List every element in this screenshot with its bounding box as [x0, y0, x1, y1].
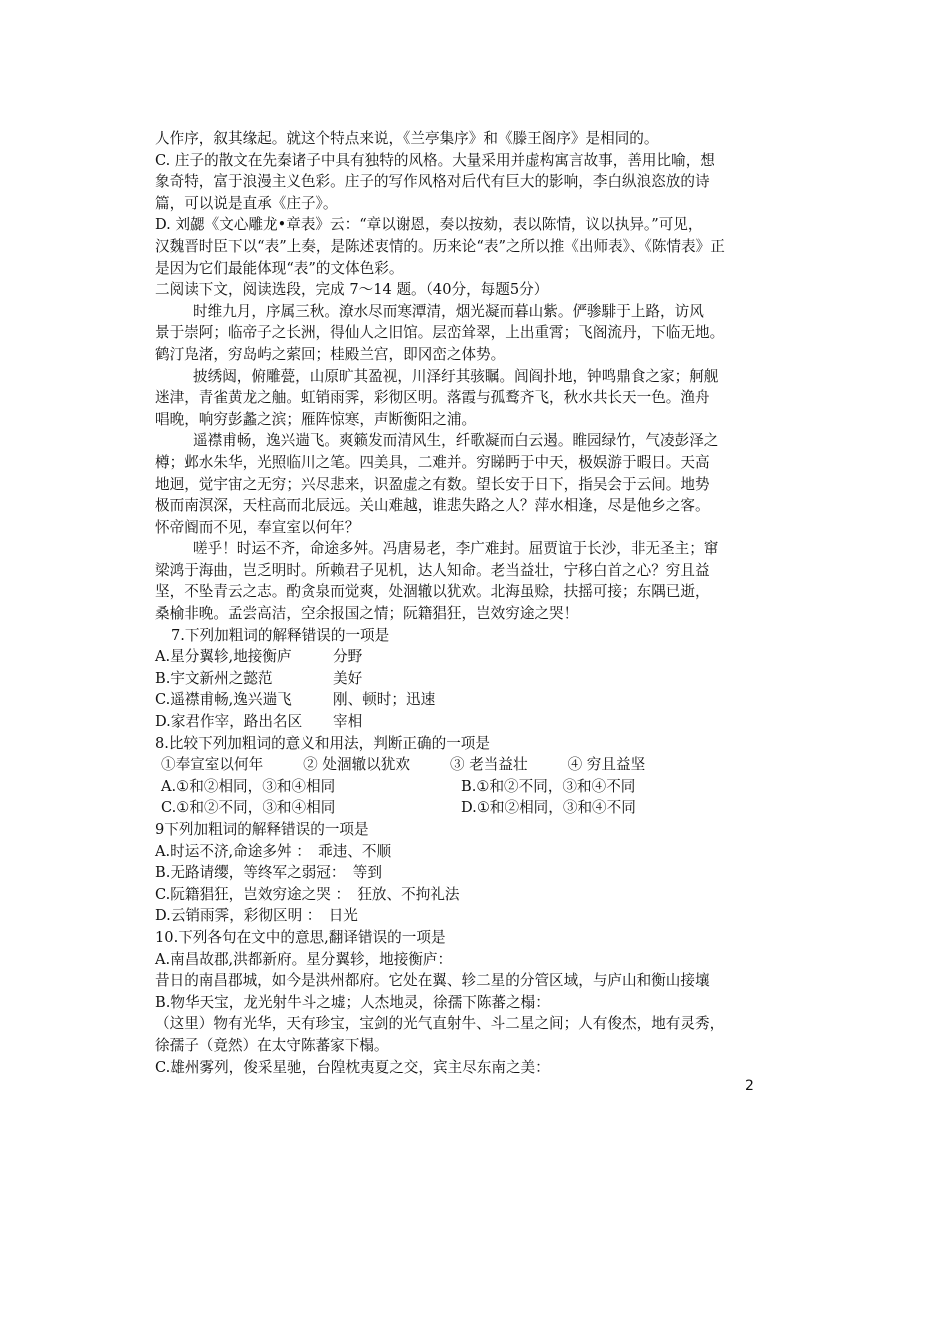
text-line: 昔日的南昌郡城，如今是洪州都府。它处在翼、轸二星的分管区域，与庐山和衡山接壤: [155, 972, 710, 990]
passage-paragraph-2: [155, 366, 795, 431]
text-line: 徐孺子（竟然）在太守陈蕃家下榻。: [155, 1036, 389, 1054]
exam-page: [155, 128, 795, 1078]
text-line: 嗟乎！时运不齐，命途多舛。冯唐易老，李广难封。屈贾谊于长沙，非无圣主；窜: [193, 540, 719, 558]
text-line: 地迥，觉宇宙之无穷；兴尽悲来，识盈虚之有数。望长安于日下，指吴会于云间。地势: [155, 475, 710, 493]
text-line: 象奇特，富于浪漫主义色彩。庄子的写作风格对后代有巨大的影响，李白纵浪恣放的诗: [155, 173, 710, 191]
option-a: [155, 646, 795, 668]
text-line: 梁鸿于海曲，岂乏明时。所赖君子见机，达人知命。老当益壮，宁移白首之心？穷且益: [155, 561, 710, 579]
option-text: D.家君作宰，路出名区: [155, 713, 303, 731]
options-row-2: [155, 797, 795, 819]
option-a: A.①和②相同，③和④相同: [161, 777, 336, 795]
passage-paragraph-4: [155, 538, 795, 624]
question-10: [155, 927, 795, 1078]
item-2: ② 处涸辙以犹欢: [303, 756, 410, 774]
compare-items: [155, 754, 795, 776]
option-text: A.星分翼轸,地接衡庐: [155, 648, 292, 666]
text-line: A.南昌故郡,洪都新府。星分翼轸，地接衡庐：: [155, 950, 453, 968]
text-line: C.雄州雾列，俊采星驰，台隍枕夷夏之交，宾主尽东南之美：: [155, 1058, 550, 1076]
text-line: C. 庄子的散文在先秦诸子中具有独特的风格。大量采用并虚构寓言故事，善用比喻，想: [155, 151, 715, 169]
text-line: 迷津，青雀黄龙之舳。虹销雨霁，彩彻区明。落霞与孤鹜齐飞，秋水共长天一色。渔舟: [155, 389, 710, 407]
option-d: [155, 711, 795, 733]
text-line: 坚，不坠青云之志。酌贪泉而觉爽，处涸辙以犹欢。北海虽赊，扶摇可接；东隅已逝，: [155, 583, 710, 601]
text-line: 人作序，叙其缘起。就这个特点来说，《兰亭集序》和《滕王阁序》是相同的。: [155, 130, 659, 147]
text-line: 樽；邺水朱华，光照临川之笔。四美具，二难并。穷睇眄于中天，极娱游于暇日。天高: [155, 453, 710, 471]
option-b: B.无路请缨，等终军之弱冠： 等到: [155, 864, 382, 882]
options-row-1: [155, 776, 795, 798]
option-answer: 分野: [333, 648, 363, 666]
option-answer: 宰相: [333, 713, 363, 731]
text-line: D. 刘勰《文心雕龙•章表》云：“章以谢恩，奏以按劾，表以陈情，议以执异。”可见，: [155, 216, 703, 234]
text-line: 景于崇阿；临帝子之长洲，得仙人之旧馆。层峦耸翠，上出重霄；飞阁流丹，下临无地。: [155, 324, 725, 342]
question-9: [155, 819, 795, 927]
option-a: A.时运不济,命途多舛 ： 乖违、不顺: [155, 842, 392, 860]
item-1: ①奉宣室以何年: [161, 756, 264, 774]
option-text: C.遥襟甫畅,逸兴遄飞: [155, 691, 292, 709]
option-c: C.①和②不同，③和④相同: [161, 799, 336, 817]
option-b: B.①和②不同，③和④不同: [461, 777, 636, 795]
passage-paragraph-3: [155, 430, 795, 538]
text-line: 时维九月，序属三秋。潦水尽而寒潭清，烟光凝而暮山紫。俨骖騑于上路，访风: [193, 302, 704, 320]
text-line: 鹤汀凫渚，穷岛屿之萦回；桂殿兰宫，即冈峦之体势。: [155, 345, 506, 363]
option-answer: 美好: [333, 669, 363, 687]
question-8: [155, 733, 795, 819]
text-line: 极而南溟深，天柱高而北辰远。关山难越，谁悲失路之人？萍水相逢，尽是他乡之客。: [155, 497, 710, 515]
text-line: 遥襟甫畅，逸兴遄飞。爽籁发而清风生，纤歌凝而白云遏。睢园绿竹，气凌彭泽之: [193, 432, 719, 450]
option-answer: 刚、顿时；迅速: [333, 691, 436, 709]
text-line: B.物华天宝，龙光射牛斗之墟；人杰地灵，徐孺下陈蕃之榻：: [155, 993, 550, 1011]
text-line: 是因为它们最能体现“表”的文体色彩。: [155, 259, 404, 277]
option-c: C.阮籍猖狂，岂效穷途之哭 ： 狂放、不拘礼法: [155, 885, 460, 903]
option-d: D.①和②相同，③和④不同: [461, 799, 636, 817]
text-line: 怀帝阍而不见，奉宣室以何年？: [155, 518, 360, 536]
passage-paragraph-1: [155, 301, 795, 366]
option-text: B.宇文新州之懿范: [155, 669, 273, 687]
question-stem: 7.下列加粗词的解释错误的一项是: [171, 626, 390, 644]
text-line: 披绣闼，俯雕甍，山原旷其盈视，川泽纡其骇瞩。闾阎扑地，钟鸣鼎食之家；舸舰: [193, 367, 719, 385]
text-line: 汉魏晋时臣下以“表”上奏，是陈述衷情的。历来论“表”之所以推《出师表》、《陈情表》正: [155, 237, 725, 255]
item-3: ③ 老当益壮: [449, 756, 528, 774]
question-stem: 8.比较下列加粗词的意义和用法，判断正确的一项是: [155, 734, 490, 752]
text-line: 桑榆非晚。孟尝高洁，空余报国之情；阮籍猖狂，岂效穷途之哭！: [155, 605, 579, 623]
text-line: 篇，可以说是直承《庄子》。: [155, 194, 338, 212]
option-c: [155, 689, 795, 711]
text-line: （这里）物有光华，天有珍宝，宝剑的光气直射牛、斗二星之间；人有俊杰，地有灵秀，: [155, 1015, 725, 1033]
option-b: [155, 668, 795, 690]
question-7: [155, 625, 795, 733]
question-stem: 9下列加粗词的解释错误的一项是: [155, 821, 369, 838]
option-d: D.云销雨霁，彩彻区明 ： 日光: [155, 907, 358, 925]
question-stem: 10.下列各句在文中的意思,翻译错误的一项是: [155, 928, 446, 946]
item-4: ④ 穷且益坚: [567, 756, 646, 774]
section-heading: 二阅读下文，阅读选段，完成 7～14 题。（40分，每题5分）: [155, 281, 549, 299]
page-number: 2: [745, 1078, 754, 1094]
text-line: 唱晚，响穷彭蠡之滨；雁阵惊寒，声断衡阳之浦。: [155, 410, 477, 428]
